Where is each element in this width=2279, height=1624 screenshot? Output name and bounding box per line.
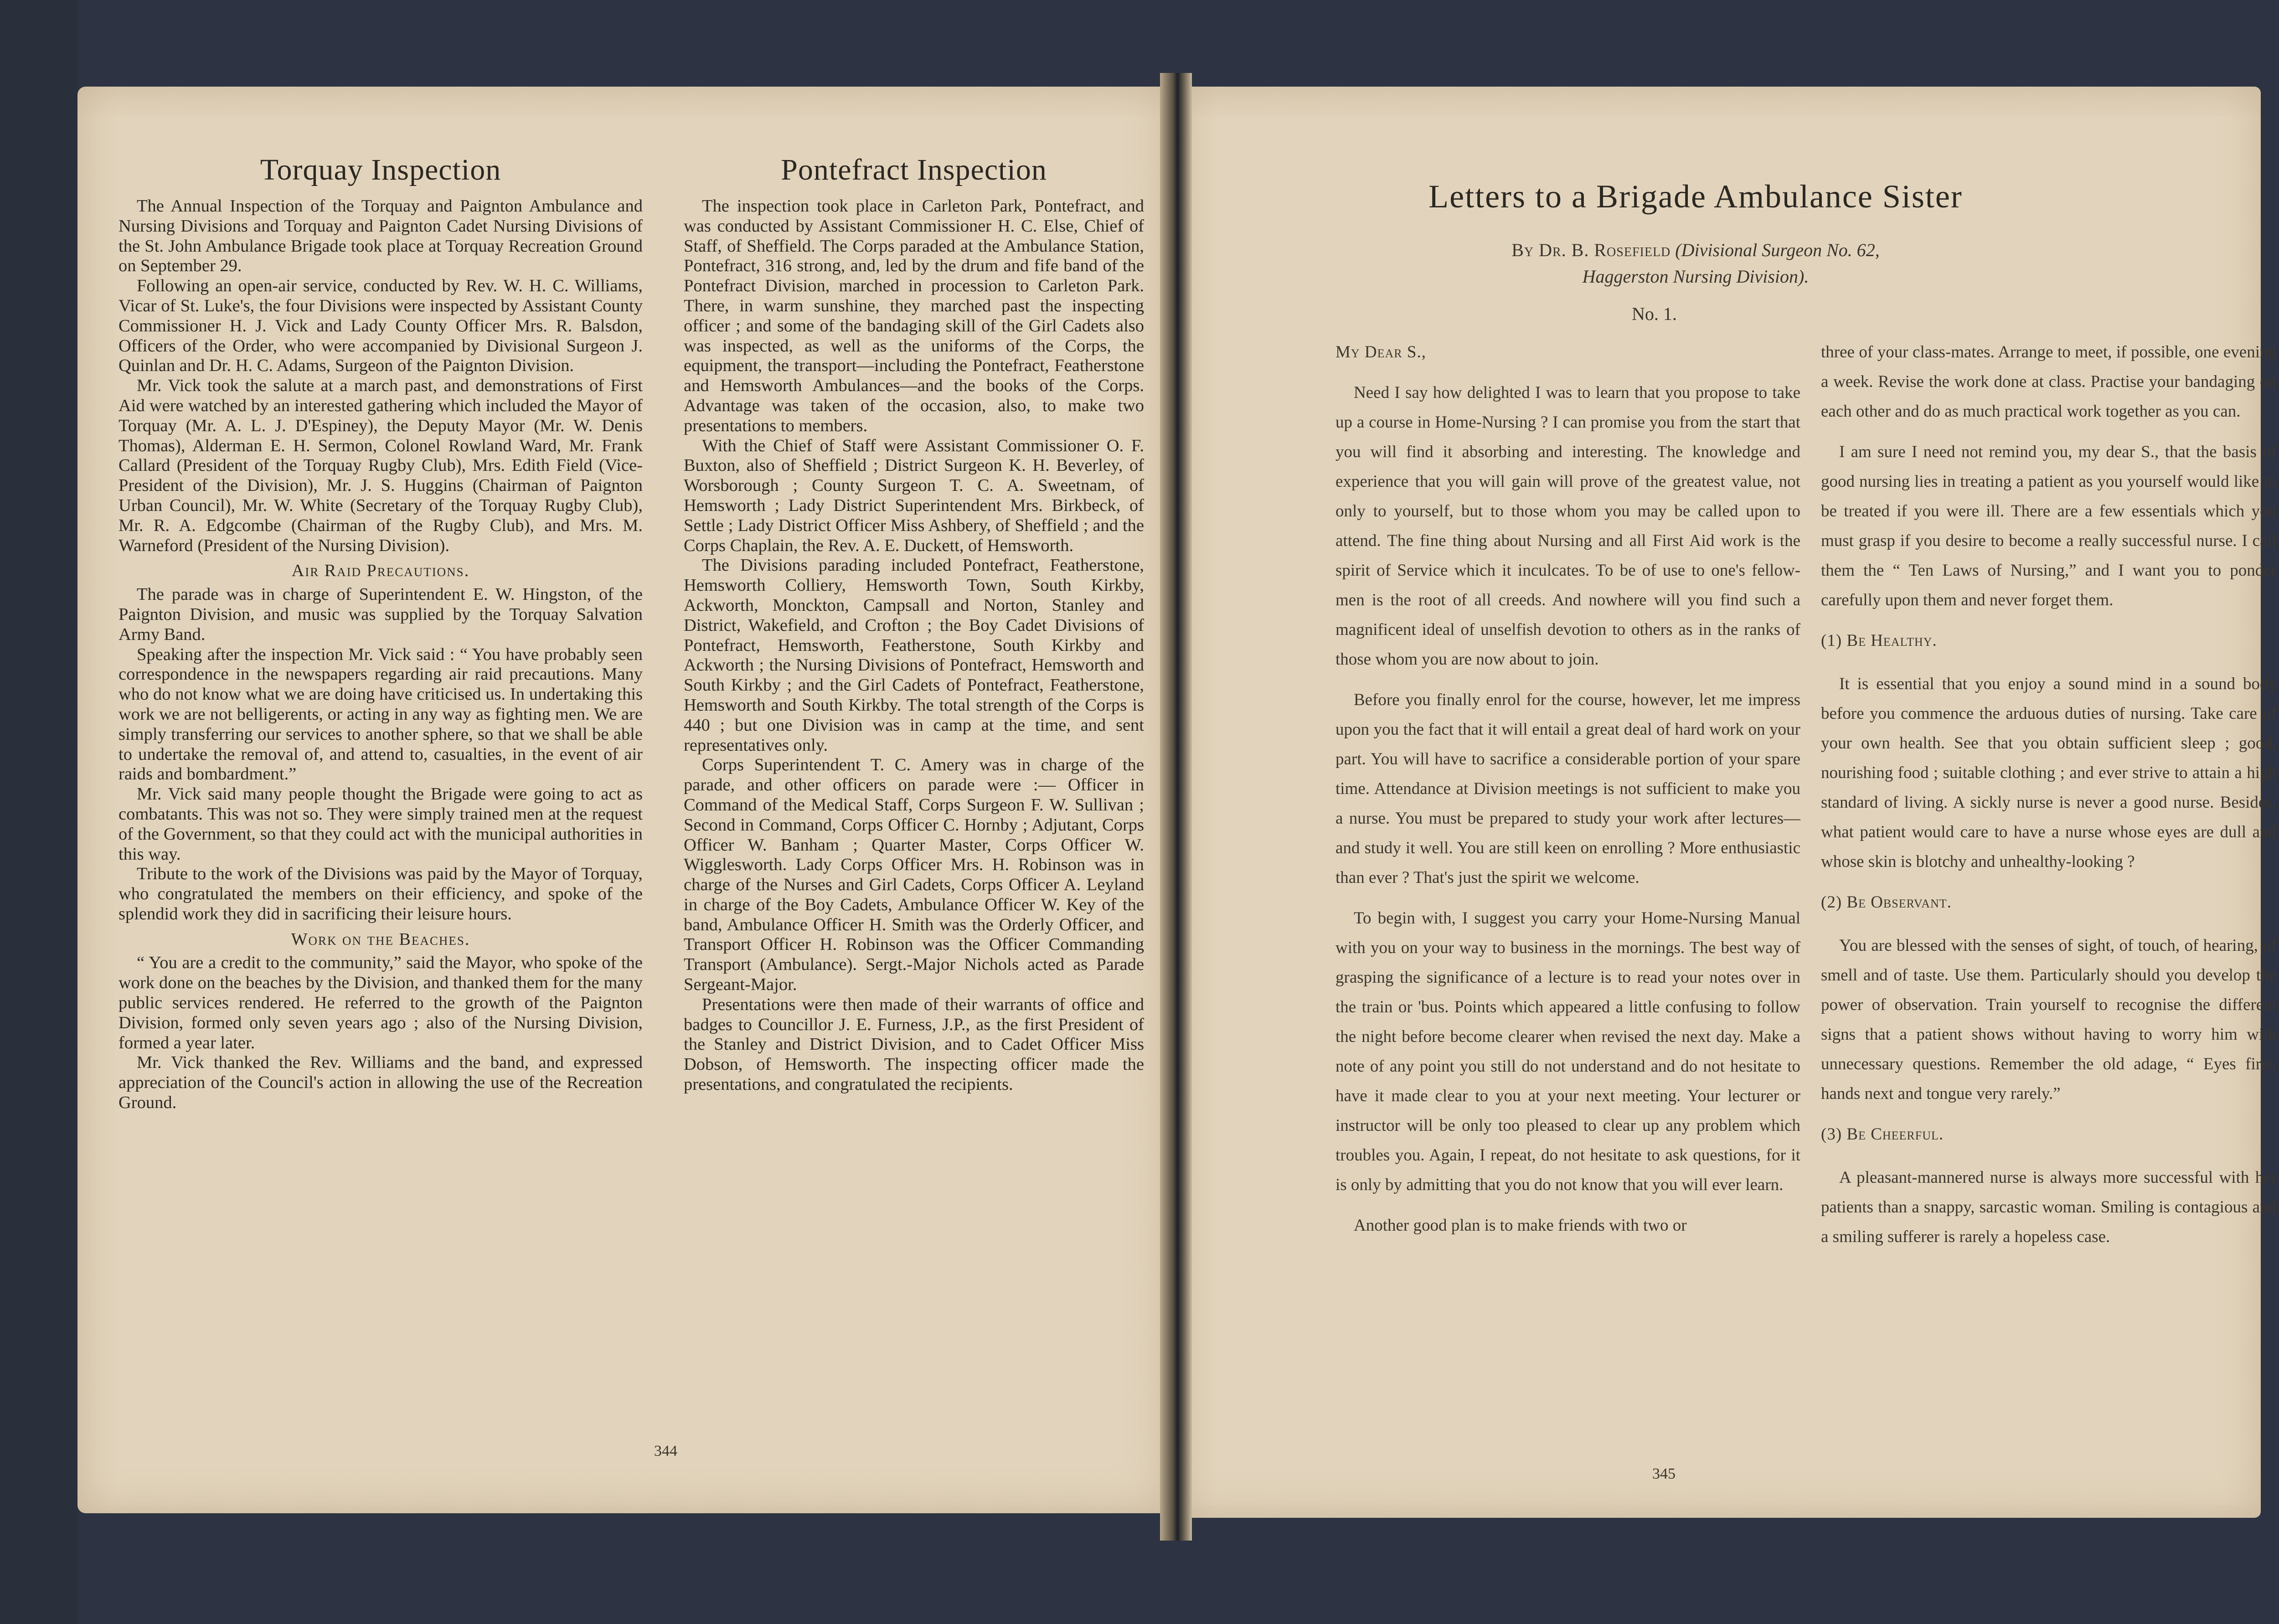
letter-body (1821, 337, 2277, 1252)
scan-background (0, 0, 77, 1624)
paragraph: The Divisions parading included Pontefract, Featherstone, Hemsworth Colliery, Hemsworth Town, South Kirkby, Ackworth, Monckton, Campsall and Norton, Stanley and District, Wakefield, and Crofton ; the Boy Cadet Divisions of Pontefract, Hemsworth, Featherstone, South Kirkby and Ackworth ; the Nursing Divisions of Pontefract, Hemsworth and South Kirkby ; and the Girl Cadets of Pontefract, Featherstone, Hemsworth and South Kirkby. The total strength of the Corps is 440 ; but one Division was in camp at the time, and sent representatives only. (684, 556, 1144, 755)
article-title: Pontefract Inspection (781, 153, 1047, 186)
section-subhead: Work on the Beaches. (291, 929, 470, 949)
paragraph: Another good plan is to make friends with two or (1354, 1216, 1687, 1235)
paragraph: Need I say how delighted I was to learn that you propose to take up a course in Home-Nursing ? I can promise you from the start that you will find it absorbing and interesting. The knowledge and experience that you will gain will prove of the greatest value, not only to yourself, but to those whom you may be called upon to attend. The fine thing about Nursing and all First Aid work is the spirit of Service which it inculcates. To be of use to one's fellow-men is the root of all creeds. And nowhere will you find such a magnificent ideal of unselfish devotion to others as in the ranks of those whom you are now about to join. (1335, 383, 1800, 669)
section-subhead: Air Raid Precautions. (291, 561, 470, 581)
paragraph: With the Chief of Staff were Assistant Commissioner O. F. Buxton, also of Sheffield ; District Surgeon K. H. Beverley, of Worsborough ; County Surgeon T. C. A. Sweetnam, of Hemsworth ; Lady District Superintendent Mrs. Birkbeck, of Settle ; Lady District Officer Miss Ashbery, of Sheffield ; and the Corps Chaplain, the Rev. A. E. Duckett, of Hemsworth. (684, 436, 1144, 555)
rule-heading: (3) Be Cheerful. (1821, 1125, 1944, 1144)
paragraph: To begin with, I suggest you carry your Home-Nursing Manual with you on your way to business in the mornings. The best way of grasping the significance of a lecture is to read your notes over in the train or 'bus. Points which appeared a little confusing to follow the night before become clearer when revised the next day. Make a note of any point you still do not understand and do not hesitate to have it made clear to you at your next meeting. Your lecturer or instructor will be only too pleased to clear up any problem which troubles you. Again, I repeat, do not hesitate to ask questions, for it is only by admitting that you do not know that you will ever learn. (1335, 909, 1800, 1194)
author-role: (Divisional Surgeon No. 62, (1675, 240, 1880, 260)
pontefract-article (684, 153, 1144, 1095)
paragraph: “ You are a credit to the community,” said the Mayor, who spoke of the work done on the beaches by the Division, and thanked them for the many public services rendered. He referred to the growth of the Paignton Division, formed only seven years ago ; also of the Nursing Division, formed a year later. (119, 953, 643, 1052)
letter-number: No. 1. (1632, 304, 1677, 324)
paragraph: Following an open-air service, conducted by Rev. W. H. C. Williams, Vicar of St. Luke's, the four Divisions were inspected by Assistant County Commissioner H. J. Vick and Lady County Officer Mrs. R. Balsdon, Officers of the Order, who were accompanied by Divisional Surgeon J. Quinlan and Dr. H. C. Adams, Surgeon of the Paignton Division. (119, 276, 643, 376)
byline (1313, 237, 2078, 290)
paragraph: The parade was in charge of Superintendent E. W. Hingston, of the Paignton Division, and music was supplied by the Torquay Salvation Army Band. (119, 585, 643, 644)
author-name: By Dr. B. Rosefield (1511, 240, 1671, 260)
rule-heading: (2) Be Observant. (1821, 893, 1952, 912)
salutation: My Dear S., (1335, 343, 1426, 361)
page-number: 344 (654, 1443, 677, 1459)
torquay-article (119, 153, 643, 1113)
letter-body (1335, 337, 1800, 1240)
paragraph: I am sure I need not remind you, my dear S., that the basis of good nursing lies in treating a patient as you yourself would like to be treated if you were ill. There are a few essentials which you must grasp if you desire to become a really successful nurse. I call them the “ Ten Laws of Nursing,” and I want you to ponder carefully upon them and never forget them. (1821, 443, 2277, 609)
paragraph: Tribute to the work of the Divisions was paid by the Mayor of Torquay, who congratulated the members on their efficiency, and spoke of the splendid work they did in sacrificing their leisure hours. (119, 864, 643, 923)
paragraph: Mr. Vick said many people thought the Brigade were going to act as combatants. This was not so. They were simply trained men at the request of the Government, so that they could act with the municipal authorities in this way. (119, 784, 643, 864)
paragraph: Mr. Vick thanked the Rev. Williams and the band, and expressed appreciation of the Council's action in allowing the use of the Recreation Ground. (119, 1053, 643, 1113)
paragraph: The inspection took place in Carleton Park, Pontefract, and was conducted by Assistant Commissioner H. C. Else, Chief of Staff, of Sheffield. The Corps paraded at the Ambulance Station, Pontefract, 316 strong, and, led by the drum and fife band of the Pontefract Division, marched in procession to Carleton Park. There, in warm sunshine, they marched past the inspecting officer ; and some of the bandaging skill of the Girl Cadets also was inspected, as well as the uniforms of the Corps, the equipment, the transport—including the Pontefract, Featherstone and Hemsworth Ambulances—and the books of the Corps. Advantage was taken of the occasion, also, to make two presentations to members. (684, 196, 1144, 435)
article-body (684, 196, 1144, 1095)
paragraph: The Annual Inspection of the Torquay and Paignton Ambulance and Nursing Divisions and Torquay and Paignton Cadet Nursing Divisions of the St. John Ambulance Brigade took place at Torquay Recreation Ground on September 29. (119, 196, 643, 276)
letter-series-title: Letters to a Brigade Ambulance Sister (1428, 178, 1963, 215)
paragraph: three of your class-mates. Arrange to meet, if possible, one evening a week. Revise the work done at class. Practise your bandaging on each other and do as much practical work together as you can. (1821, 343, 2277, 421)
letter-column-1 (1335, 337, 1800, 1251)
paragraph: It is essential that you enjoy a sound mind in a sound body before you commence the arduous duties of nursing. Take care of your own health. See that you obtain sufficient sleep ; good, nourishing food ; suitable clothing ; and ever strive to attain a high standard of living. A sickly nurse is never a good nurse. Besides, what patient would care to have a nurse whose eyes are dull and whose skin is blotchy and unhealthy-looking ? (1821, 675, 2277, 871)
author-division: Haggerston Nursing Division). (1582, 266, 1809, 287)
paragraph: Mr. Vick took the salute at a march past, and demonstrations of First Aid were watched by an interested gathering which included the Mayor of Torquay (Mr. A. L. J. D'Espiney), the Deputy Mayor (Mr. W. Denis Thomas), Alderman E. H. Sermon, Colonel Rowland Ward, Mr. Frank Callard (President of the Torquay Rugby Club), Mrs. Edith Field (Vice-President of the Division), Mr. J. S. Huggins (Chairman of Paignton Urban Council), Mr. W. White (Secretary of the Torquay Rugby Club), Mr. R. A. Edgcombe (Chairman of the Rugby Club), and Mrs. M. Warneford (President of the Nursing Division). (119, 376, 643, 555)
paragraph: Corps Superintendent T. C. Amery was in charge of the parade, and other officers on parade were :— Officer in Command of the Medical Staff, Corps Surgeon F. W. Sullivan ; Second in Command, Corps Officer C. Hornby ; Adjutant, Corps Officer W. Banham ; Quarter Master, Corps Officer W. Wigglesworth. Lady Corps Officer Mrs. H. Robinson was in charge of the Nurses and Girl Cadets, Corps Officer A. Leyland in charge of the Boy Cadets, Ambulance Officer W. Key of the band, Ambulance Officer H. Smith was the Orderly Officer, and Transport Officer H. Robinson was the Officer Commanding Transport (Ambulance). Sergt.-Major Nichols acted as Parade Sergeant-Major. (684, 755, 1144, 995)
book-gutter (1160, 73, 1192, 1541)
paragraph: You are blessed with the senses of sight, of touch, of hearing, of smell and of taste. Use them. Particularly should you develop the power of observation. Train yourself to recognise the different signs that a patient shows without having to worry him with unnecessary questions. Remember the old adage, “ Eyes first, hands next and tongue very rarely.” (1821, 936, 2277, 1103)
paragraph: Presentations were then made of their warrants of office and badges to Councillor J. E. Furness, J.P., as the first President of the Stanley and District Division, and to Cadet Officer Miss Dobson, of Hemsworth. The inspecting officer made the presentations, and congratulated the recipients. (684, 995, 1144, 1094)
paragraph: Speaking after the inspection Mr. Vick said : “ You have probably seen correspondence in the newspapers regarding air raid precautions. Many who do not know what we are doing have criticised us. In undertaking this work we are not belligerents, or acting in any way as fighting men. We are simply transferring our services to another sphere, so that we shall be able to undertake the removal of, and attend to, casualties, in the event of air raids and bombardment.” (119, 644, 643, 784)
paragraph: A pleasant-mannered nurse is always more successful with her patients than a snappy, sarcastic woman. Smiling is contagious and a smiling sufferer is rarely a hopeless case. (1821, 1168, 2277, 1246)
paragraph: Before you finally enrol for the course, however, let me impress upon you the fact that it will entail a great deal of hard work on your part. You will have to sacrifice a considerable portion of your spare time. Attendance at Division meetings is not sufficient to make you a nurse. You must be prepared to study your work after lectures—and study it well. You are still keen on enrolling ? More enthusiastic than ever ? That's just the spirit we welcome. (1335, 691, 1800, 887)
article-title: Torquay Inspection (260, 153, 501, 186)
rule-heading: (1) Be Healthy. (1821, 631, 1937, 650)
article-body (119, 196, 643, 1113)
page-number: 345 (1652, 1465, 1676, 1482)
letter-column-2 (1821, 337, 2277, 1263)
